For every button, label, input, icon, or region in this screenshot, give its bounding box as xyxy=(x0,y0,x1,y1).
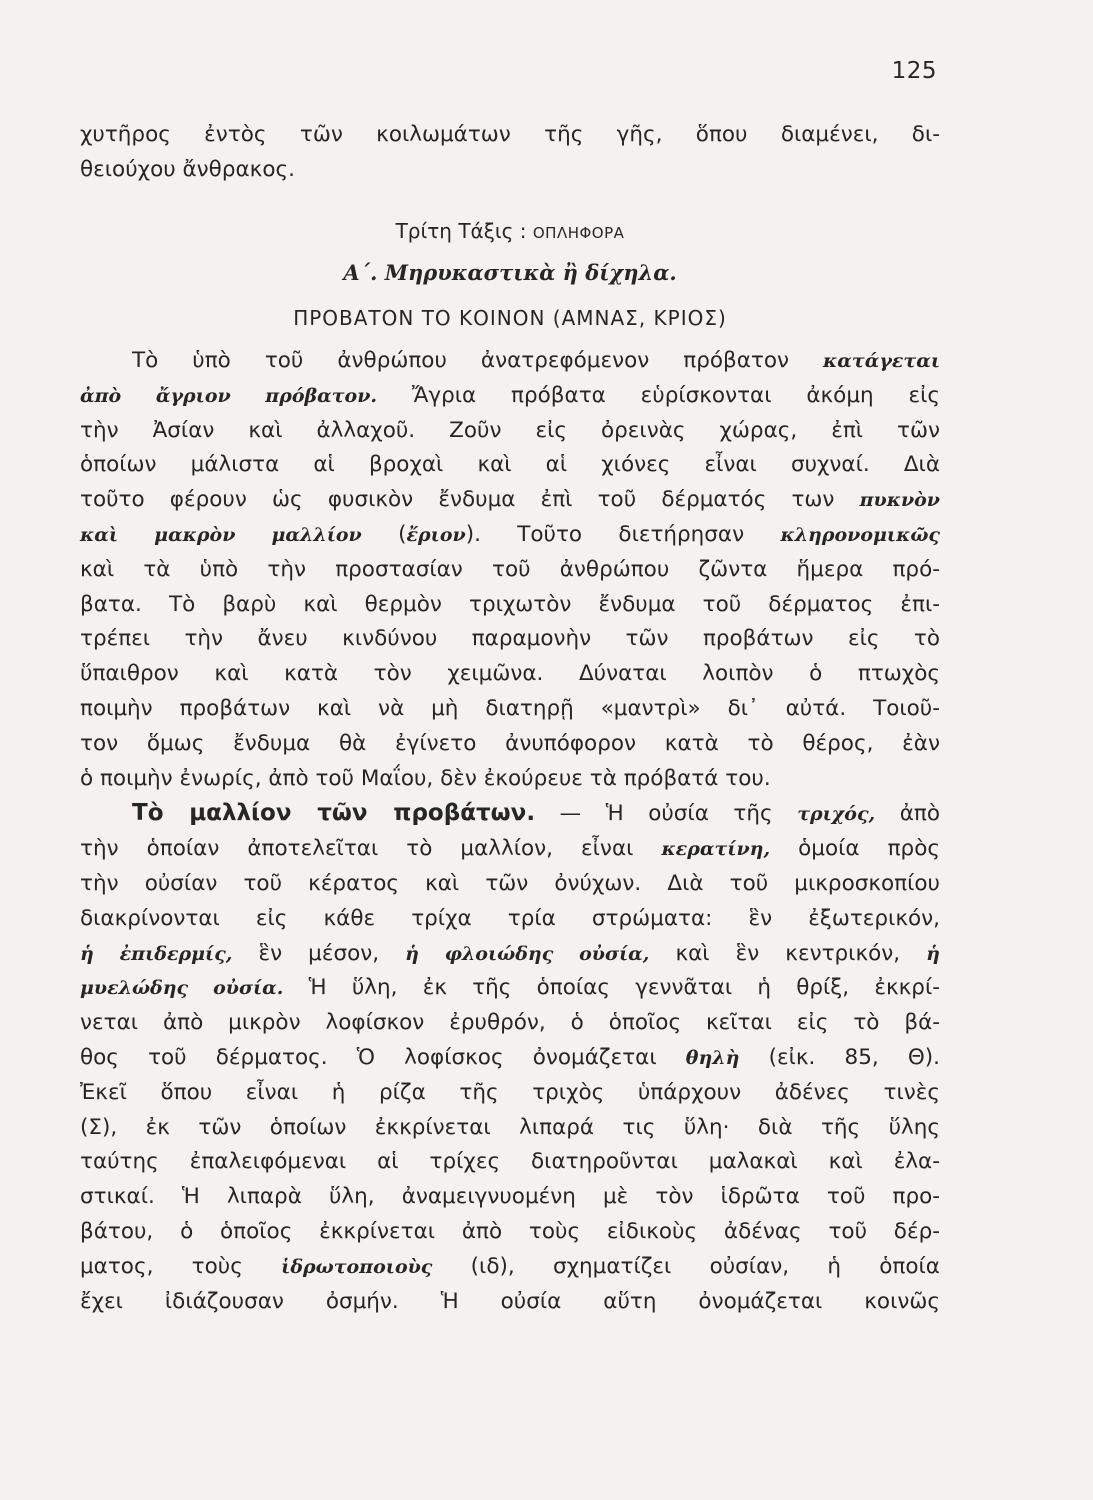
emphasis-term: ἡ xyxy=(926,942,940,965)
text-line: βατα. Τὸ βαρὺ καὶ θερμὸν τριχωτὸν ἔνδυμα τοῦ δέρματος ἐπι- xyxy=(80,591,940,617)
text-line: ὕπαιθρον καὶ κατὰ τὸν χειμῶνα. Δύναται λοιπὸν ὁ πτωχὸς xyxy=(80,661,940,687)
text-line: ὁ ποιμὴν ἐνωρίς, ἀπὸ τοῦ Μαΐου, δὲν ἐκούρευε τὰ πρόβατά του. xyxy=(80,765,771,791)
text-line: τὴν Ἀσίαν καὶ ἀλλαχοῦ. Ζοῦν εἰς ὀρεινὰς χώρας, ἐπὶ τῶν xyxy=(80,417,940,443)
paragraph-wild-sheep xyxy=(80,344,940,796)
emphasis-term: πυκνὸν xyxy=(859,489,940,512)
order-name: ΟΠΛΗΦΟΡΑ xyxy=(532,223,625,242)
text-line: διακρίνονται εἰς κάθε τρίχα τρία στρώματα: ἓν ἐξωτερικόν, xyxy=(80,905,940,931)
emphasis-term: ἡ φλοιώδης οὐσία, xyxy=(405,942,650,965)
text-line: ἔχει ἰδιάζουσαν ὀσμήν. Ἡ οὐσία αὕτη ὀνομάζεται κοινῶς xyxy=(80,1288,940,1314)
text-line xyxy=(80,1041,940,1076)
text-span: ματος, τοὺς xyxy=(80,1253,243,1279)
text-span: ἓν μέσον, xyxy=(258,940,380,966)
text-span: Ἄγρια πρόβατα εὑρίσκονται ἀκόμη εἰς xyxy=(411,382,940,408)
emphasis-term: τριχός, xyxy=(797,803,876,826)
text-line: (Σ), ἐκ τῶν ὁποίων ἐκκρίνεται λιπαρά τις ὕλη· διὰ τῆς ὕλης xyxy=(80,1114,940,1140)
text-line: ταύτης ἐπαλειφόμεναι αἱ τρίχες διατηροῦνται μαλακαὶ καὶ ἐλα- xyxy=(80,1149,940,1175)
order-label: Τρίτη Τάξις : xyxy=(395,218,527,243)
text-line: ὁποίων μάλιστα αἱ βροχαὶ καὶ αἱ χιόνες εἶναι συχναί. Διὰ xyxy=(80,452,940,478)
text-line: τον ὅμως ἔνδυμα θὰ ἐγίνετο ἀνυπόφορον κατὰ τὸ θέρος, ἐὰν xyxy=(80,730,940,756)
text-span: (ιδ), σχηματίζει οὐσίαν, ἡ ὁποία xyxy=(470,1253,940,1279)
text-span: Ἡ ὕλη, ἐκ τῆς ὁποίας γεννᾶται ἡ θρίξ, ἐκκρί- xyxy=(308,975,940,1001)
suborder-heading: Α΄. Μηρυκαστικὰ ἢ δίχηλα. xyxy=(343,260,677,286)
text-line: θειούχου ἄνθρακος. xyxy=(80,156,295,182)
text-line xyxy=(80,971,940,1006)
text-line xyxy=(80,937,940,972)
text-span: — Ἡ οὐσία τῆς xyxy=(559,801,773,827)
text-span: τὴν ὁποίαν ἀποτελεῖται τὸ μαλλίον, εἶναι xyxy=(80,836,634,862)
text-line: χυτῆρος ἐντὸς τῶν κοιλωμάτων τῆς γῆς, ὅπου διαμένει, δι- xyxy=(80,122,940,147)
text-line: τὴν οὐσίαν τοῦ κέρατος καὶ τῶν ὀνύχων. Διὰ τοῦ μικροσκοπίου xyxy=(80,870,940,896)
text-line xyxy=(80,344,940,379)
text-line xyxy=(80,379,940,414)
text-span: ἀπὸ xyxy=(899,801,940,827)
emphasis-term: ἔριον xyxy=(406,523,466,546)
text-line xyxy=(80,518,940,553)
emphasis-term: ἡ ἐπιδερμίς, xyxy=(80,942,233,965)
species-heading: ΠΡΟΒΑΤΟΝ ΤΟ ΚΟΙΝΟΝ (ΑΜΝΑΣ, ΚΡΙΟΣ) xyxy=(293,306,727,331)
text-span: ( xyxy=(398,521,407,547)
text-line xyxy=(80,483,940,518)
section-title: Τὸ μαλλίον τῶν προβάτων. xyxy=(132,800,536,827)
text-line: τρέπει τὴν ἄνευ κινδύνου παραμονὴν τῶν προβάτων εἰς τὸ xyxy=(80,626,940,652)
text-line: Ἐκεῖ ὅπου εἶναι ἡ ρίζα τῆς τριχὸς ὑπάρχουν ἀδένες τινὲς xyxy=(80,1079,940,1105)
paragraph-wool xyxy=(80,796,940,1319)
page-number: 125 xyxy=(891,58,937,84)
text-line: ποιμὴν προβάτων καὶ νὰ μὴ διατηρῇ «μαντρὶ» δι᾿ αὐτά. Τοιοῦ- xyxy=(80,695,940,721)
text-line xyxy=(80,1250,940,1285)
text-line xyxy=(80,796,940,832)
emphasis-term: μυελώδης οὐσία. xyxy=(80,977,284,1000)
emphasis-term: ἀπὸ ἄγριον πρόβατον. xyxy=(80,384,378,407)
emphasis-term: κερατίνη, xyxy=(661,838,771,861)
text-line xyxy=(80,832,940,867)
text-line: βάτου, ὁ ὁποῖος ἐκκρίνεται ἀπὸ τοὺς εἰδικοὺς ἀδένας τοῦ δέρ- xyxy=(80,1218,940,1244)
text-line: καὶ τὰ ὑπὸ τὴν προστασίαν τοῦ ἀνθρώπου ζῶντα ἥμερα πρό- xyxy=(80,556,940,582)
emphasis-term: θηλὴ xyxy=(685,1046,740,1069)
emphasis-term: κληρονομικῶς xyxy=(780,523,940,546)
text-span: θος τοῦ δέρματος. Ὁ λοφίσκος ὀνομάζεται xyxy=(80,1044,657,1070)
emphasis-term: κατάγεται xyxy=(823,349,941,372)
text-span: ὁμοία πρὸς xyxy=(798,836,940,862)
text-span: καὶ ἓν κεντρικόν, xyxy=(675,940,901,966)
emphasis-term: ἱδρωτοποιοὺς xyxy=(281,1255,433,1278)
text-span: τοῦτο φέρουν ὡς φυσικὸν ἔνδυμα ἐπὶ τοῦ δέρματός των xyxy=(80,487,835,513)
text-line: νεται ἀπὸ μικρὸν λοφίσκον ἐρυθρόν, ὁ ὁποῖος κεῖται εἰς τὸ βά- xyxy=(80,1010,940,1036)
emphasis-term: καὶ μακρὸν μαλλίον xyxy=(80,523,362,546)
order-heading xyxy=(80,214,940,251)
text-span: ). Τοῦτο διετήρησαν xyxy=(465,521,745,547)
text-span: (εἰκ. 85, Θ). xyxy=(768,1044,941,1070)
text-span: Τὸ ὑπὸ τοῦ ἀνθρώπου ἀνατρεφόμενον πρόβατον xyxy=(132,347,790,373)
text-line: στικαί. Ἡ λιπαρὰ ὕλη, ἀναμειγνυομένη μὲ τὸν ἱδρῶτα τοῦ προ- xyxy=(80,1184,940,1210)
page-body xyxy=(80,118,940,1319)
intro-paragraph xyxy=(80,118,940,188)
